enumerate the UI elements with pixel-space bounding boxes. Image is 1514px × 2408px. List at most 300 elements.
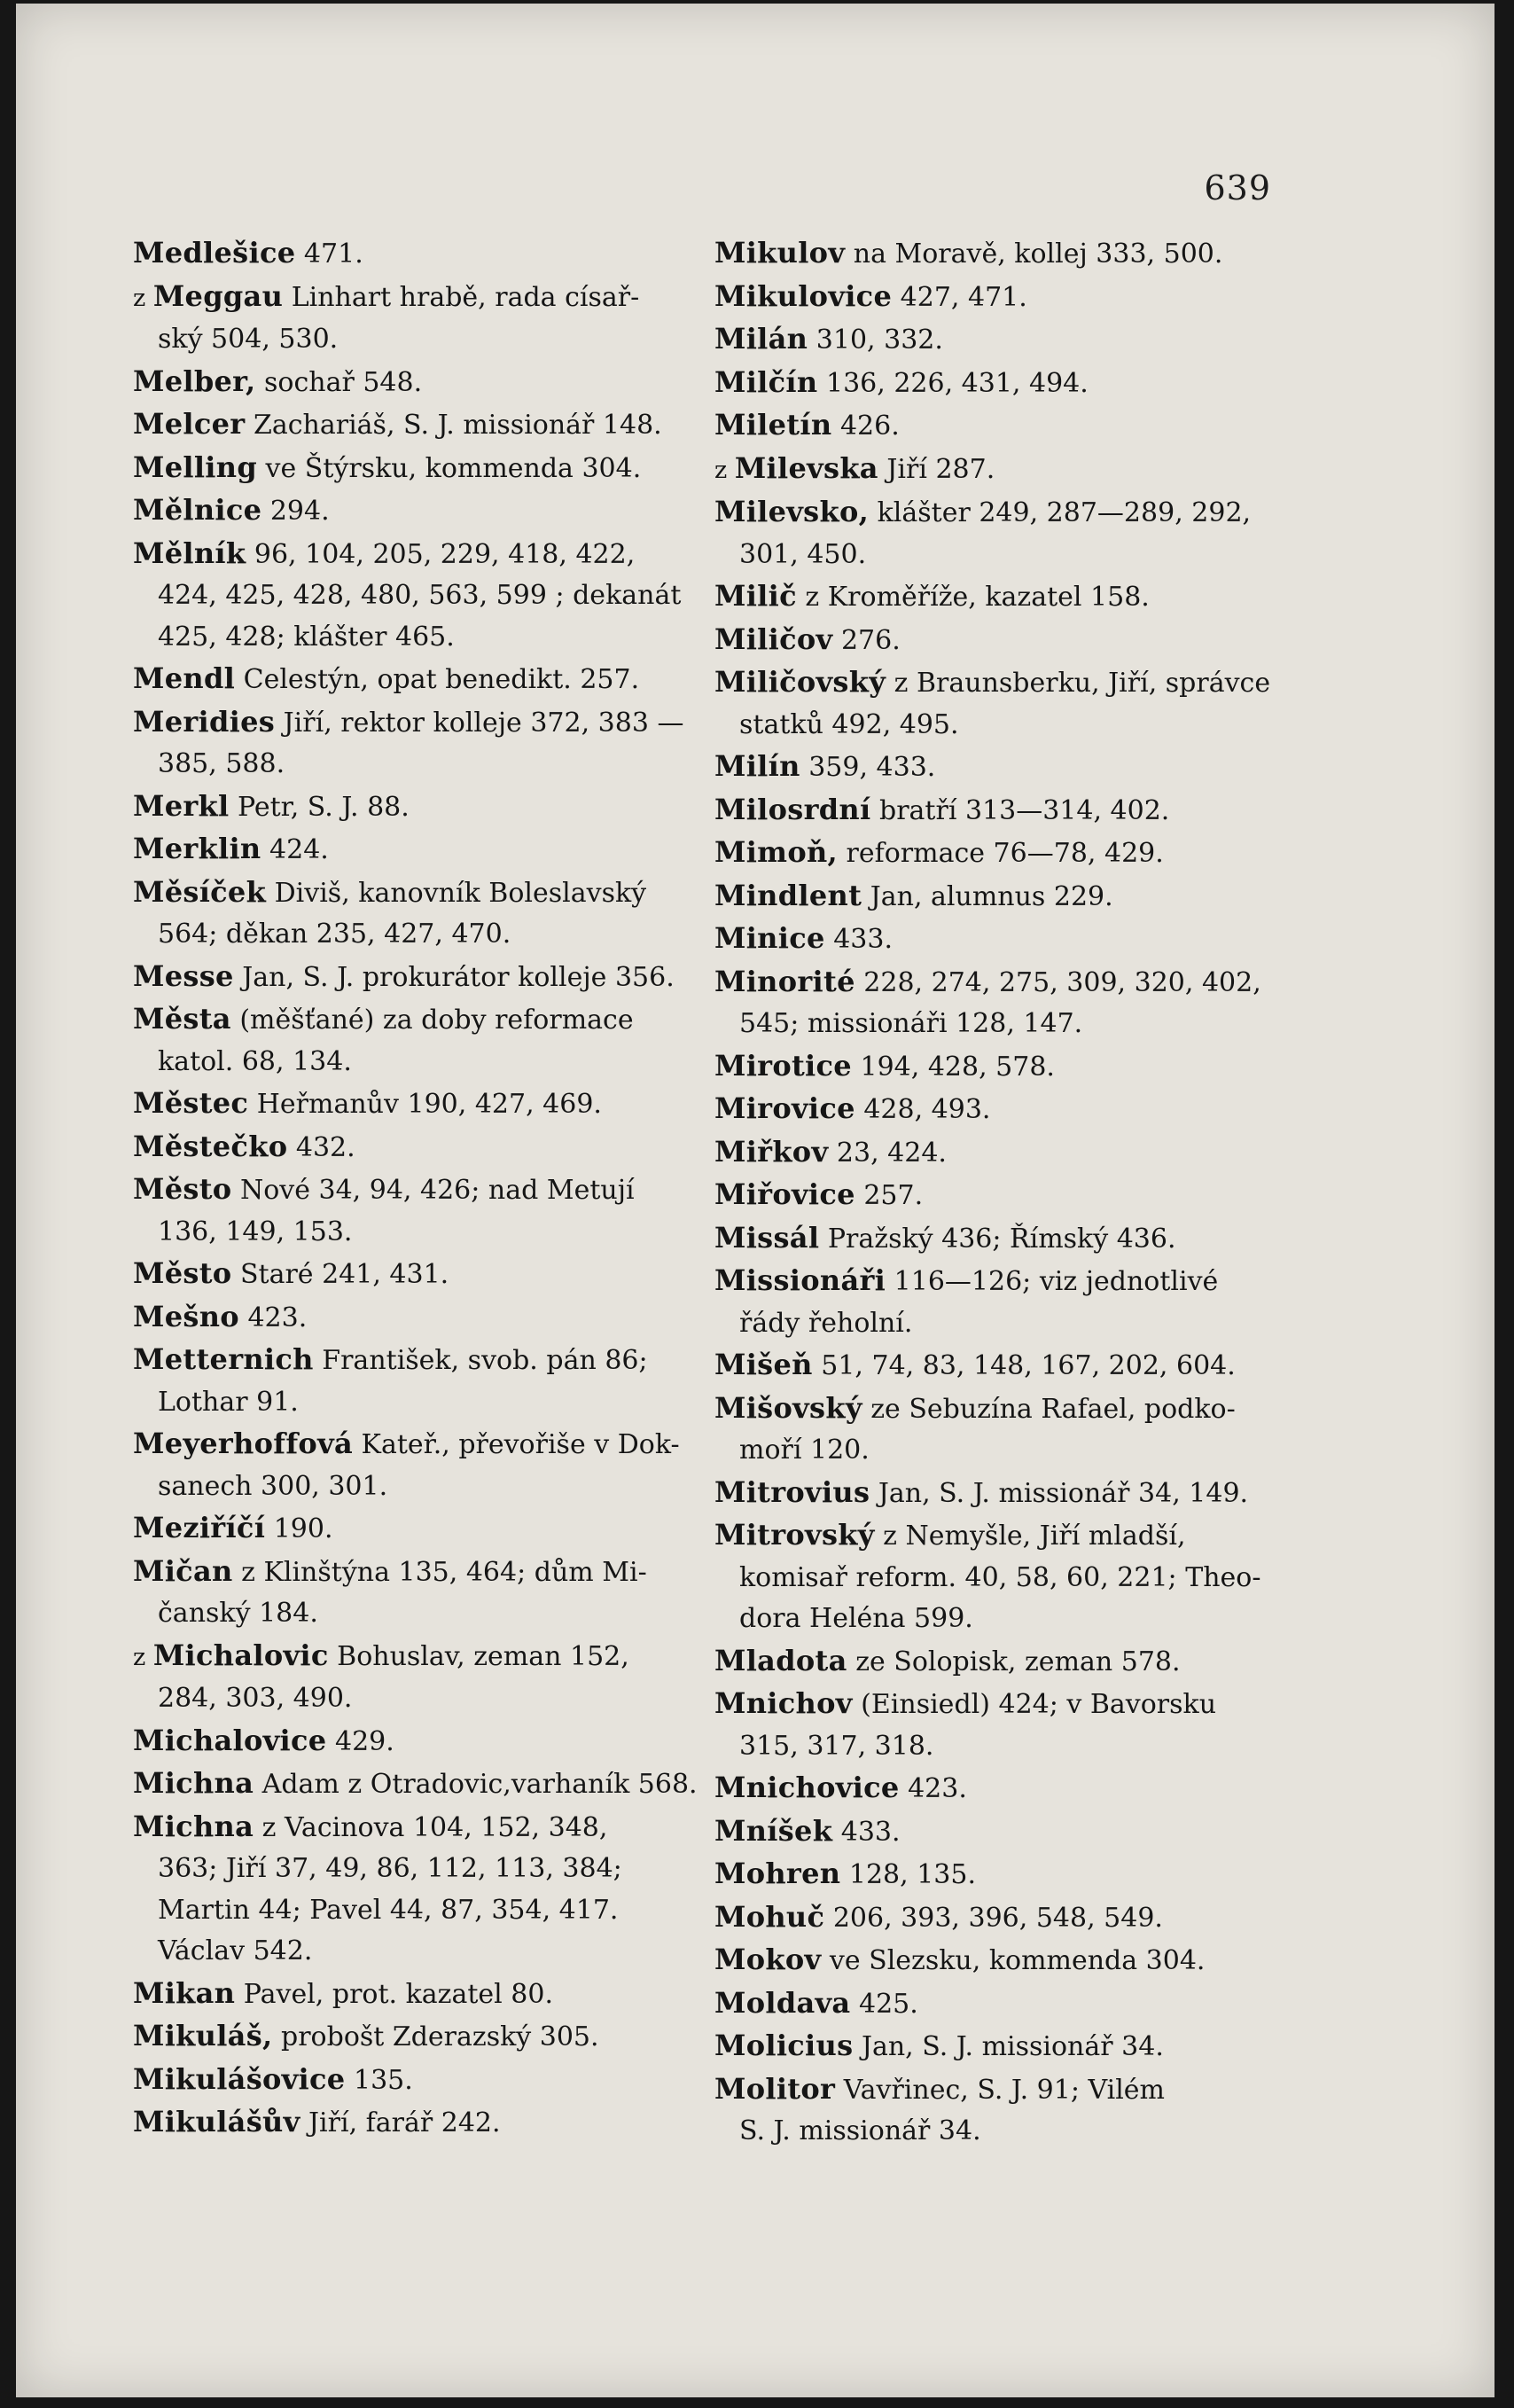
entry-text: sochař 548. — [255, 366, 423, 398]
index-entry — [133, 1169, 696, 1253]
entry-continuation — [133, 1466, 696, 1508]
entry-line — [133, 872, 696, 915]
entry-line — [133, 1423, 696, 1466]
index-entry — [133, 1720, 696, 1763]
entry-text: řády řeholní. — [739, 1307, 913, 1339]
entry-headword: Mohren — [714, 1857, 841, 1890]
entry-text: bratří 313—314, 402. — [870, 794, 1170, 826]
entry-line — [133, 533, 696, 576]
entry-headword: Město — [133, 1172, 232, 1206]
entry-line — [133, 2059, 696, 2102]
entry-text: Kateř., převořiše v Dok- — [353, 1429, 680, 1460]
entry-headword: Mělník — [133, 536, 246, 570]
entry-continuation — [133, 1890, 696, 1932]
index-entry — [714, 575, 1278, 619]
index-entry — [714, 1388, 1278, 1472]
entry-headword: Milič — [714, 579, 797, 613]
index-entry — [133, 1126, 696, 1169]
index-entry — [714, 661, 1278, 746]
index-entry — [714, 1131, 1278, 1175]
entry-headword: Minice — [714, 921, 825, 955]
entry-text: Bohuslav, zeman 152, — [328, 1640, 629, 1672]
entry-text: 194, 428, 578. — [851, 1051, 1055, 1083]
entry-text: 301, 450. — [739, 538, 867, 570]
index-entry — [133, 232, 696, 276]
entry-text: Vavřinec, S. J. 91; Vilém — [835, 2074, 1166, 2106]
entry-text: 425, 428; klášter 465. — [158, 621, 455, 653]
entry-text: Petr, S. J. 88. — [229, 791, 410, 823]
entry-text: S. J. missionář 34. — [739, 2115, 981, 2146]
entry-headword: Merklin — [133, 832, 261, 865]
entry-continuation — [714, 1004, 1278, 1045]
entry-line — [133, 232, 696, 276]
entry-headword: Molitor — [714, 2071, 836, 2106]
entry-line — [714, 1131, 1278, 1175]
index-entry — [133, 956, 696, 999]
entry-headword: Medlešice — [133, 236, 296, 270]
entry-headword: Missál — [714, 1220, 820, 1255]
entry-line — [714, 491, 1278, 535]
entry-headword: Milevsko, — [714, 495, 870, 528]
entry-continuation — [133, 1042, 696, 1083]
index-entry — [133, 1763, 696, 1806]
entry-headword: Mimoň, — [714, 835, 838, 869]
index-entry — [133, 1551, 696, 1635]
entry-continuation — [714, 1726, 1278, 1768]
entry-line — [133, 403, 696, 447]
entry-line — [714, 961, 1278, 1005]
entry-continuation — [133, 744, 696, 786]
entry-headword: Mokov — [714, 1943, 822, 1976]
index-entry — [714, 1939, 1278, 1982]
index-entry — [714, 1344, 1278, 1388]
entry-text: komisař reform. 40, 58, 60, 221; Theo- — [739, 1561, 1261, 1593]
entry-line — [133, 658, 696, 701]
entry-headword: Meggau — [152, 278, 284, 313]
entry-text: 257. — [855, 1180, 924, 1211]
index-entry — [714, 619, 1278, 662]
index-entry — [714, 1810, 1278, 1854]
entry-continuation — [133, 1593, 696, 1635]
entry-text: Celestýn, opat benedikt. 257. — [235, 664, 640, 695]
entry-continuation — [133, 1849, 696, 1890]
entry-prefix: z — [714, 456, 735, 484]
entry-line — [714, 2068, 1278, 2112]
entry-headword: Melber, — [133, 364, 256, 398]
entry-headword: Michalovic — [152, 1638, 329, 1672]
entry-line — [714, 1260, 1278, 1303]
entry-headword: Minorité — [714, 964, 855, 998]
entry-headword: Mišeň — [714, 1348, 813, 1381]
entry-line — [714, 318, 1278, 362]
index-entry — [714, 318, 1278, 362]
entry-text: 423. — [238, 1302, 308, 1333]
index-entry — [714, 746, 1278, 789]
index-entry — [714, 2068, 1278, 2153]
entry-headword: Mikuláš, — [133, 2019, 273, 2052]
entry-headword: Mitrovský — [714, 1518, 875, 1552]
entry-line — [133, 1720, 696, 1763]
entry-line — [714, 1388, 1278, 1431]
index-entry — [133, 361, 696, 404]
index-entry — [133, 2015, 696, 2059]
entry-text: katol. 68, 134. — [158, 1045, 352, 1077]
entry-headword: Michna — [133, 1766, 254, 1800]
entry-headword: Mirovice — [714, 1091, 855, 1125]
index-entry — [133, 1296, 696, 1340]
index-entry — [133, 1083, 696, 1126]
entry-text: 23, 424. — [828, 1137, 947, 1169]
entry-text: 206, 393, 396, 548, 549. — [824, 1902, 1163, 1934]
entry-line — [714, 746, 1278, 789]
entry-headword: Miřkov — [714, 1134, 829, 1169]
entry-line — [133, 1126, 696, 1169]
index-column-right — [714, 232, 1278, 2153]
entry-text: Jiří, farář 242. — [300, 2107, 501, 2138]
index-entry — [714, 832, 1278, 875]
entry-line — [714, 575, 1278, 619]
entry-headword: Mikulášovice — [133, 2061, 346, 2096]
index-entry — [133, 403, 696, 447]
entry-text: 428, 493. — [855, 1094, 991, 1125]
entry-line — [714, 832, 1278, 875]
entry-headword: Mešno — [133, 1299, 239, 1333]
index-entry — [133, 786, 696, 829]
entry-line — [133, 489, 696, 533]
entry-text: Heřmanův 190, 427, 469. — [248, 1089, 602, 1120]
entry-text: 432. — [287, 1131, 355, 1163]
entry-continuation — [133, 575, 696, 617]
entry-text: dora Heléna 599. — [739, 1603, 973, 1634]
index-entry — [714, 1472, 1278, 1515]
entry-headword: Mnichovice — [714, 1771, 900, 1804]
entry-headword: Mikan — [133, 1975, 236, 2010]
entry-line — [714, 276, 1278, 319]
entry-continuation — [133, 617, 696, 659]
entry-line — [714, 2025, 1278, 2068]
entry-text: 433. — [824, 924, 893, 955]
entry-headword: Molicius — [714, 2029, 854, 2062]
entry-headword: Města — [133, 1002, 231, 1036]
index-entry — [714, 1853, 1278, 1896]
entry-headword: Mnichov — [714, 1686, 853, 1720]
entry-line — [714, 1982, 1278, 2026]
entry-line — [133, 998, 696, 1042]
entry-line — [133, 1339, 696, 1382]
entry-line — [714, 1514, 1278, 1558]
entry-text: 315, 317, 318. — [739, 1730, 934, 1762]
index-entry — [714, 491, 1278, 575]
entry-line — [714, 1640, 1278, 1684]
entry-headword: Merkl — [133, 788, 230, 823]
entry-text: 284, 303, 490. — [158, 1683, 353, 1714]
entry-headword: Michalovice — [133, 1723, 327, 1757]
index-entry — [714, 1982, 1278, 2026]
entry-text: ze Solopisk, zeman 578. — [847, 1646, 1181, 1677]
entry-line — [133, 1551, 696, 1594]
entry-headword: Mikulášův — [133, 2105, 300, 2138]
entry-line — [714, 404, 1278, 448]
entry-headword: Metternich — [133, 1342, 314, 1376]
entry-text: na Moravě, kollej 333, 500. — [845, 238, 1223, 270]
entry-text: ve Slezsku, kommenda 304. — [821, 1945, 1206, 1976]
entry-headword: Meziříčí — [133, 1511, 266, 1544]
entry-line — [133, 1806, 696, 1849]
entry-line — [714, 619, 1278, 662]
entry-prefix: z — [133, 1643, 153, 1671]
entry-line — [714, 1810, 1278, 1854]
entry-text: Lothar 91. — [158, 1386, 299, 1418]
index-entry — [714, 232, 1278, 276]
entry-line — [133, 1296, 696, 1340]
entry-text: 310, 332. — [808, 324, 943, 356]
entry-line — [133, 701, 696, 745]
entry-line — [714, 661, 1278, 705]
entry-headword: Moldava — [714, 1985, 851, 2020]
index-entry — [714, 1174, 1278, 1217]
index-entry — [133, 828, 696, 872]
entry-text: 425. — [850, 1988, 918, 2020]
entry-line — [714, 448, 1278, 492]
index-entry — [133, 2101, 696, 2145]
entry-line — [133, 361, 696, 404]
index-entry — [714, 1640, 1278, 1684]
entry-text: (Einsiedl) 424; v Bavorsku — [852, 1689, 1217, 1720]
entry-headword: Mníšek — [714, 1813, 833, 1848]
entry-continuation — [133, 1212, 696, 1254]
entry-headword: Milín — [714, 749, 800, 783]
entry-line — [714, 1683, 1278, 1726]
entry-headword: Mohuč — [714, 1899, 825, 1934]
index-entry — [133, 872, 696, 956]
entry-headword: Městec — [133, 1086, 249, 1120]
entry-text: Jan, S. J. missionář 34, 149. — [870, 1477, 1249, 1509]
entry-text: Adam z Otradovic,varhaník 568. — [254, 1769, 698, 1800]
index-entry — [714, 1260, 1278, 1344]
index-entry — [133, 1339, 696, 1423]
entry-text: Jiří 287. — [878, 453, 995, 485]
entry-headword: Mikulovice — [714, 278, 893, 313]
entry-text: ve Štýrsku, kommenda 304. — [257, 452, 642, 484]
entry-line — [133, 1253, 696, 1296]
index-entry — [133, 658, 696, 701]
entry-line — [133, 828, 696, 872]
entry-headword: Milán — [714, 322, 808, 356]
entry-text: 228, 274, 275, 309, 320, 402, — [855, 966, 1261, 998]
entry-text: probošt Zderazský 305. — [272, 2021, 599, 2052]
index-entry — [133, 998, 696, 1083]
entry-continuation — [133, 1931, 696, 1973]
index-entry — [133, 1806, 696, 1973]
entry-headword: Mitrovius — [714, 1474, 870, 1509]
entry-line — [133, 447, 696, 490]
entry-line — [133, 786, 696, 829]
entry-text: 423. — [899, 1773, 967, 1804]
entry-text: 190. — [265, 1513, 333, 1544]
entry-text: z Klinštýna 135, 464; dům Mi- — [232, 1556, 647, 1588]
entry-text: z Kroměříže, kazatel 158. — [796, 582, 1150, 613]
entry-line — [133, 276, 696, 320]
entry-headword: Michna — [133, 1809, 254, 1843]
entry-text: Jan, alumnus 229. — [862, 880, 1113, 912]
entry-headword: Miřovice — [714, 1177, 855, 1211]
entry-text: statků 492, 495. — [739, 708, 959, 740]
index-entry — [714, 961, 1278, 1045]
entry-text: 128, 135. — [840, 1859, 976, 1890]
entry-line — [714, 918, 1278, 961]
entry-text: František, svob. pán 86; — [313, 1345, 648, 1376]
entry-headword: Missionáři — [714, 1263, 886, 1297]
entry-text: 564; děkan 235, 427, 470. — [158, 919, 511, 950]
page-number: 639 — [1204, 168, 1271, 207]
entry-line — [714, 1939, 1278, 1982]
entry-line — [714, 232, 1278, 276]
entry-text: Diviš, kanovník Boleslavský — [266, 877, 647, 909]
index-entry — [714, 2025, 1278, 2068]
entry-text: Pavel, prot. kazatel 80. — [235, 1978, 554, 2010]
entry-line — [714, 1174, 1278, 1217]
entry-headword: Měsíček — [133, 874, 267, 909]
entry-line — [133, 1635, 696, 1679]
entry-text: Linhart hrabě, rada císař- — [283, 281, 640, 313]
entry-line — [133, 1763, 696, 1806]
entry-text: 424. — [261, 834, 329, 865]
entry-text: reformace 76—78, 429. — [838, 838, 1164, 869]
entry-line — [714, 1217, 1278, 1261]
entry-text: 471. — [295, 238, 363, 270]
entry-text: 51, 74, 83, 148, 167, 202, 604. — [812, 1350, 1236, 1381]
entry-text: 136, 226, 431, 494. — [817, 367, 1089, 399]
index-entry — [714, 1683, 1278, 1767]
entry-continuation — [714, 1599, 1278, 1640]
entry-text: Jiří, rektor kolleje 372, 383 — — [275, 707, 684, 739]
entry-headword: Meyerhoffová — [133, 1427, 354, 1460]
index-entry — [133, 489, 696, 533]
entry-text: Zachariáš, S. J. missionář 148. — [245, 410, 662, 441]
index-entry — [714, 918, 1278, 961]
entry-headword: Melcer — [133, 407, 246, 441]
entry-text: z Vacinova 104, 152, 348, — [254, 1811, 608, 1843]
entry-text: Václav 542. — [158, 1935, 313, 1966]
index-entry — [714, 1217, 1278, 1261]
entry-headword: Miličovský — [714, 665, 886, 699]
entry-continuation — [133, 1678, 696, 1720]
book-page — [16, 4, 1494, 2397]
entry-line — [714, 1045, 1278, 1089]
entry-text: 433. — [832, 1816, 901, 1848]
index-entry — [714, 404, 1278, 448]
entry-continuation — [714, 1303, 1278, 1345]
entry-text: Jan, S. J. missionář 34. — [853, 2031, 1164, 2062]
index-entry — [133, 2059, 696, 2102]
index-entry — [714, 1088, 1278, 1131]
entry-headword: Mindlent — [714, 878, 862, 912]
index-entry — [133, 533, 696, 659]
index-entry — [133, 1507, 696, 1551]
entry-headword: Miletín — [714, 408, 832, 442]
entry-line — [133, 1083, 696, 1126]
entry-text: 363; Jiří 37, 49, 86, 112, 113, 384; — [158, 1853, 622, 1884]
entry-line — [714, 1767, 1278, 1810]
entry-line — [714, 1472, 1278, 1515]
entry-line — [714, 875, 1278, 919]
index-entry — [714, 875, 1278, 919]
index-entry — [714, 789, 1278, 833]
entry-text: Jan, S. J. prokurátor kolleje 356. — [233, 961, 675, 993]
entry-text: čanský 184. — [158, 1598, 318, 1629]
entry-headword: Město — [133, 1256, 232, 1290]
entry-headword: Messe — [133, 958, 234, 993]
entry-line — [133, 2015, 696, 2059]
index-entry — [133, 1253, 696, 1296]
entry-continuation — [133, 1382, 696, 1424]
entry-continuation — [714, 1558, 1278, 1599]
index-column-left — [133, 232, 696, 2145]
index-entry — [133, 1423, 696, 1507]
entry-line — [714, 789, 1278, 833]
index-entry — [133, 447, 696, 490]
entry-text: 96, 104, 205, 229, 418, 422, — [246, 538, 636, 570]
entry-text: 429. — [326, 1725, 394, 1757]
entry-headword: Mendl — [133, 661, 236, 695]
entry-headword: Mičan — [133, 1553, 233, 1588]
entry-continuation — [714, 705, 1278, 747]
index-entry — [133, 701, 696, 786]
entry-text: 116—126; viz jednotlivé — [886, 1266, 1219, 1297]
entry-text: ze Sebuzína Rafael, podko- — [862, 1393, 1236, 1425]
entry-headword: Mišovský — [714, 1390, 862, 1425]
entry-text: 427, 471. — [892, 281, 1027, 313]
entry-continuation — [133, 319, 696, 361]
entry-text: sanech 300, 301. — [158, 1470, 388, 1502]
entry-headword: Mirotice — [714, 1048, 852, 1083]
entry-text: 136, 149, 153. — [158, 1216, 353, 1247]
entry-text: z Nemyšle, Jiří mladší, — [874, 1521, 1186, 1552]
entry-text: 359, 433. — [800, 752, 936, 783]
index-entry — [714, 362, 1278, 405]
entry-text: Staré 241, 431. — [231, 1259, 449, 1290]
entry-line — [133, 1507, 696, 1551]
entry-headword: Mikulov — [714, 236, 846, 270]
entry-text: 426. — [831, 410, 900, 442]
entry-text: 135. — [345, 2064, 413, 2096]
entry-prefix: z — [133, 284, 153, 312]
entry-continuation — [133, 914, 696, 956]
entry-headword: Milevska — [734, 450, 878, 485]
entry-text: 294. — [261, 496, 330, 527]
entry-line — [714, 1088, 1278, 1131]
entry-headword: Meridies — [133, 704, 276, 739]
entry-text: Pražský 436; Římský 436. — [819, 1223, 1176, 1255]
entry-continuation — [714, 2111, 1278, 2153]
entry-text: z Braunsberku, Jiří, správce — [886, 668, 1271, 699]
entry-text: klášter 249, 287—289, 292, — [869, 497, 1252, 528]
entry-text: 545; missionáři 128, 147. — [739, 1008, 1083, 1039]
entry-line — [714, 1853, 1278, 1896]
index-entry — [714, 1767, 1278, 1810]
entry-text: 385, 588. — [158, 748, 285, 779]
index-entry — [133, 1635, 696, 1720]
index-entry — [133, 1973, 696, 2016]
index-entry — [714, 276, 1278, 319]
entry-text: moří 120. — [739, 1435, 870, 1466]
entry-text: ský 504, 530. — [158, 324, 339, 355]
entry-line — [133, 2101, 696, 2145]
entry-line — [714, 1896, 1278, 1940]
index-entry — [714, 1896, 1278, 1940]
index-entry — [714, 1045, 1278, 1089]
entry-line — [133, 1169, 696, 1212]
